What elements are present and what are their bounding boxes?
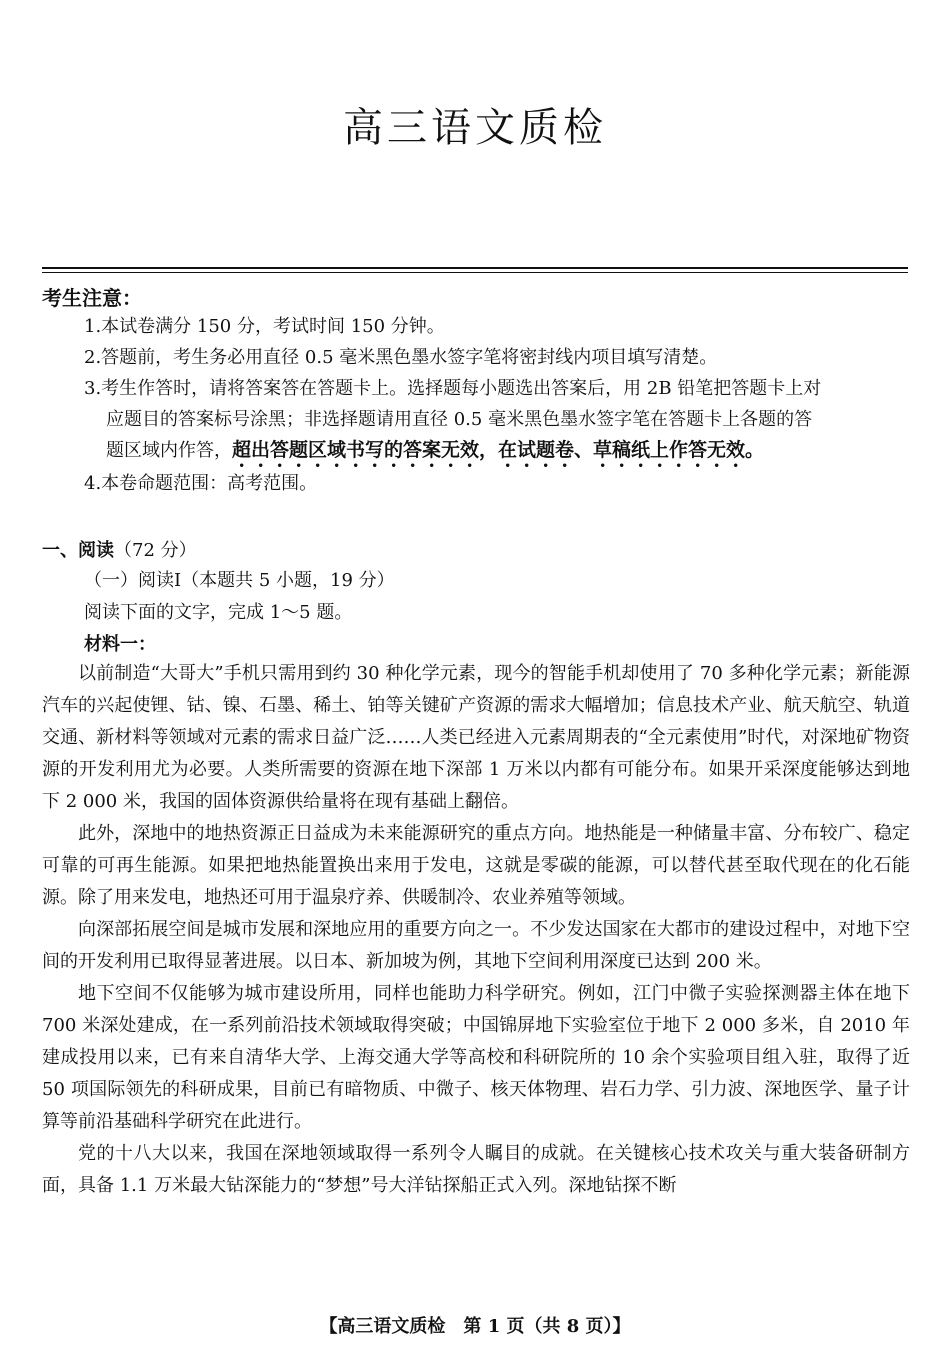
passage-paragraph: 此外，深地中的地热资源正日益成为未来能源研究的重点方向。地热能是一种储量丰富、分布较广、稳定可靠的可再生能源。如果把地热能置换出来用于发电，这就是零碳的能源，可以替代甚至取代现在的化石能源。除了用来发电，地热还可用于温泉疗养、供暖制冷、农业养殖等领域。 — [42, 823, 910, 908]
passage-paragraph: 地下空间不仅能够为城市建设所用，同样也能助力科学研究。例如，江门中微子实验探测器主体在地下 700 米深处建成，在一系列前沿技术领域取得突破；中国锦屏地下实验室位于地下 2 000 多米，自 2010 年建成投用以来，已有来自清华大学、上海交通大学等高校和科研院所的 10 余个实验项目组入驻，取得了近 50 项国际领先的科研成果，目前已有暗物质、中微子、核天体物理、岩石力学、引力波、深地医学、量子计算等前沿基础科学研究在此进行。 — [42, 983, 910, 1132]
notice-item-3-line-3 — [84, 435, 910, 472]
notice-item-3 — [84, 373, 910, 472]
notice-item-1: 1.本试卷满分 150 分，考试时间 150 分钟。 — [84, 316, 445, 337]
section-title: 一、阅读 — [42, 540, 114, 561]
sub-section-heading: （一）阅读Ⅰ（本题共 5 小题，19 分） — [84, 570, 395, 591]
notice-heading: 考生注意： — [42, 286, 142, 310]
notice-item-2: 2.答题前，考生务必用直径 0.5 毫米黑色墨水签字笔将密封线内项目填写清楚。 — [84, 347, 718, 368]
notice-item-3-line-2: 应题目的答案标号涂黑；非选择题请用直径 0.5 毫米黑色墨水签字笔在答题卡上各题的答 — [106, 409, 813, 430]
section-score: （72 分） — [114, 540, 197, 561]
material-label: 材料一： — [84, 634, 156, 655]
section-heading — [42, 536, 197, 566]
notice-item-3-line-1: 3.考生作答时，请将答案答在答题卡上。选择题每小题选出答案后，用 2B 铅笔把答题卡上对 — [84, 378, 822, 399]
notice-item-4: 4.本卷命题范围：高考范围。 — [84, 473, 318, 494]
reading-passage — [42, 658, 910, 1202]
page-footer: 【高三语文质检 第 1 页（共 8 页）】 — [319, 1316, 631, 1337]
page-title: 高三语文质检 — [343, 105, 607, 151]
reading-instruction: 阅读下面的文字，完成 1～5 题。 — [84, 602, 353, 623]
passage-paragraph: 向深部拓展空间是城市发展和深地应用的重要方向之一。不少发达国家在大都市的建设过程中，对地下空间的开发利用已取得显著进展。以日本、新加坡为例，其地下空间利用深度已达到 200 米。 — [42, 919, 910, 972]
passage-paragraph: 以前制造“大哥大”手机只需用到约 30 种化学元素，现今的智能手机却使用了 70 多种化学元素；新能源汽车的兴起使锂、钴、镍、石墨、稀土、铂等关键矿产资源的需求大幅增加；信息技术产业、航天航空、轨道交通、新材料等领域对元素的需求日益广泛……人类已经进入元素周期表的“全元素使用”时代，对深地矿物资源的开发利用尤为必要。人类所需要的资源在地下深部 1 万米以内都有可能分布。如果开采深度能够达到地下 2 000 米，我国的固体资源供给量将在现有基础上翻倍。 — [42, 663, 910, 812]
notice-emphasis-warning: 超出答题区域书写的答案无效，在试题卷、草稿纸上作答无效。 — [232, 439, 765, 461]
header-divider-thick — [42, 267, 908, 269]
header-divider-thin — [42, 272, 908, 273]
notice-item-3-plain: 题区域内作答， — [106, 440, 232, 461]
passage-paragraph: 党的十八大以来，我国在深地领域取得一系列令人瞩目的成就。在关键核心技术攻关与重大装备研制方面，具备 1.1 万米最大钻深能力的“梦想”号大洋钻探船正式入列。深地钻探不断 — [42, 1143, 910, 1196]
